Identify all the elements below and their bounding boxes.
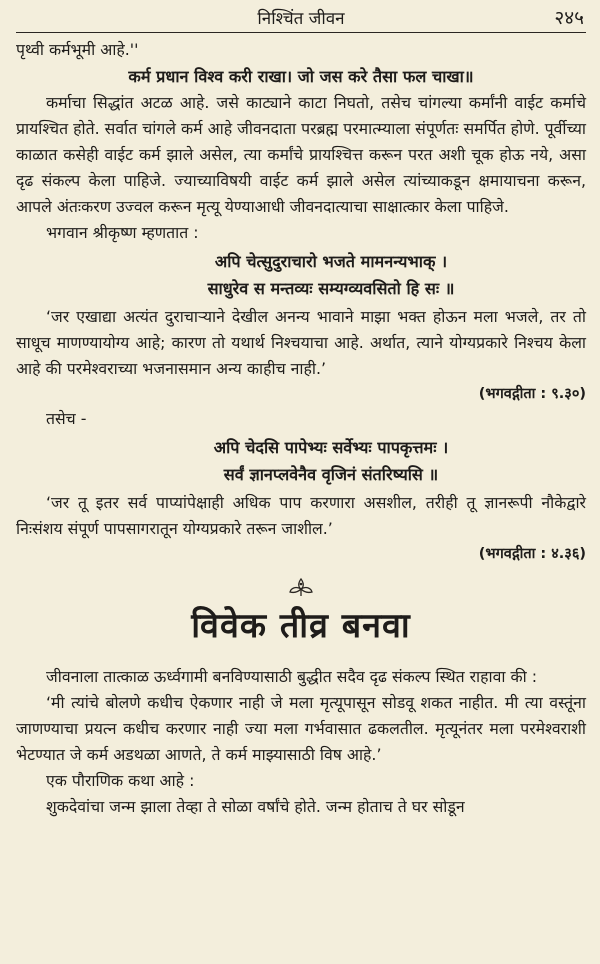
page-number: २४५ <box>554 7 584 29</box>
citation-3: (भगवद्गीता : ४.३६) <box>478 546 586 562</box>
verse-2 <box>16 248 586 302</box>
body-line-top: पृथ्वी कर्मभूमी आहे.'' <box>16 40 139 59</box>
verse-2-line-2: साधुरेव स मन्तव्यः सम्यग्व्यवसितो हि सः ॥ <box>207 279 455 298</box>
verse-3-line-2: सर्वं ज्ञानप्लवेनैव वृजिनं संतरिष्यसि ॥ <box>223 465 439 484</box>
verse-3-line-1: अपि चेदसि पापेभ्यः सर्वेभ्यः पापकृत्तमः । <box>213 438 449 457</box>
paragraph-5: ‘मी त्यांचे बोलणे कधीच ऐकणार नाही जे मला मृत्यूपासून सोडवू शकत नाहीत. मी त्या वस्तूंना जाणण्याचा प्रयत्न कधीच करणार नाही ज्या मला गर्भवासात ढकलतील. मृत्यूनंतर मला परमेश्वराशी भेटण्यात जे कर्म अडथळा आणते, ते कर्म माझ्यासाठी विष आहे.’ <box>16 693 586 764</box>
verse-1: कर्म प्रधान विश्व करी राखा। जो जस करे तैसा फल चाखा॥ <box>128 67 474 86</box>
paragraph-4: जीवनाला तात्काळ ऊर्ध्वगामी बनविण्यासाठी बुद्धीत सदैव दृढ संकल्प स्थित राहावा की : <box>46 667 538 686</box>
running-title: निश्चिंत जीवन <box>257 9 345 29</box>
section-heading: विवेक तीव्र बनवा <box>191 606 411 646</box>
citation-2: (भगवद्गीता : ९.३०) <box>478 386 586 402</box>
intro-also: तसेच - <box>46 409 87 428</box>
verse-3 <box>16 434 586 488</box>
verse-2-line-1: अपि चेत्सुदुराचारो भजते मामनन्यभाक् । <box>214 252 448 271</box>
paragraph-7: शुकदेवांचा जन्म झाला तेव्हा ते सोळा वर्षांचे होते. जन्म होताच ते घर सोडून <box>46 797 465 816</box>
paragraph-3: ‘जर तू इतर सर्व पाप्यांपेक्षाही अधिक पाप करणारा असशील, तरीही तू ज्ञानरूपी नौकेद्वारे निःसंशय संपूर्ण पापसागरातून योग्यप्रकारे तरून जाशील.’ <box>16 493 586 538</box>
page-header <box>16 0 586 33</box>
paragraph-2: ‘जर एखाद्या अत्यंत दुराचाऱ्याने देखील अनन्य भावाने माझा भक्त होऊन मला भजले, तर तो साधूच माणण्यायोग्य आहे; कारण तो यथार्थ निश्चयाचा आहे. अर्थात, त्याने योग्यप्रकारे निश्चय केला आहे की परमेश्वराच्या भजनासमान अन्य काहीच नाही.’ <box>16 307 586 378</box>
paragraph-1: कर्माचा सिद्धांत अटळ आहे. जसे काट्याने काटा निघतो, तसेच चांगल्या कर्मांनी वाईट कर्माचे प्रायश्चित होते. सर्वात चांगले कर्म आहे जीवनदाता परब्रह्म परमात्म्याला संपूर्णतः समर्पित होणे. पूर्वीच्या काळात कसेही वाईट कर्म झाले असेल, त्या कर्मांचे प्रायश्चित्त करून परत अशी चूक होऊ नये, असा दृढ संकल्प केला पाहिजे. ज्याच्याविषयी वाईट कर्म झाले असेल त्यांच्याकडून क्षमायाचना करून, आपले अंतःकरण उज्वल करून मृत्यू येण्याआधी जीवनदात्याचा साक्षात्कार केला पाहिजे. <box>16 93 586 216</box>
floral-ornament-icon <box>16 576 586 600</box>
intro-krishna: भगवान श्रीकृष्ण म्हणतात : <box>46 223 199 242</box>
paragraph-6: एक पौराणिक कथा आहे : <box>46 771 195 790</box>
